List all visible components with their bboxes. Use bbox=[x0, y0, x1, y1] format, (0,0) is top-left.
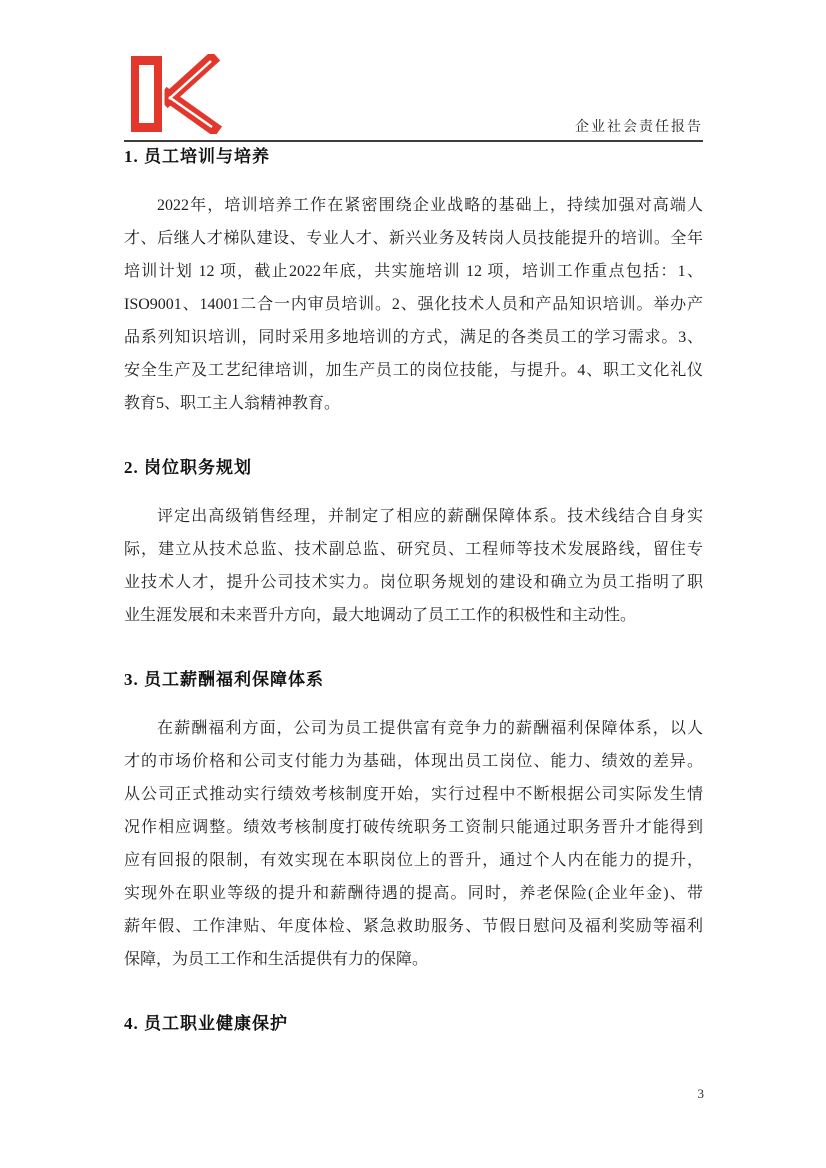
document-content bbox=[124, 140, 703, 1056]
paragraph bbox=[124, 712, 703, 976]
report-title: 企业社会责任报告 bbox=[575, 120, 703, 135]
section-heading: 3. 员工薪酬福利保障体系 bbox=[124, 670, 324, 689]
paragraph-line: 教育5、职工主人翁精神教育。 bbox=[124, 395, 341, 412]
paragraph-line: 培训计划 12 项，截止2022年底，共实施培训 12 项，培训工作重点包括：1、 bbox=[124, 263, 703, 280]
paragraph-line: 保障，为员工工作和生活提供有力的保障。 bbox=[124, 951, 429, 968]
paragraph-line: 薪年假、工作津贴、年度体检、紧急救助服务、节假日慰问及福利奖励等福利 bbox=[124, 918, 703, 935]
paragraph-line: ISO9001、14001二合一内审员培训。2、强化技术人员和产品知识培训。举办产 bbox=[124, 296, 703, 313]
k-lower-arm-stripe bbox=[169, 97, 212, 127]
k-logo-icon bbox=[129, 54, 224, 134]
paragraph-line: 安全生产及工艺纪律培训，加生产员工的岗位技能，与提升。4、职工文化礼仪 bbox=[124, 362, 703, 379]
section-training bbox=[124, 145, 703, 420]
company-logo bbox=[129, 54, 224, 134]
section-heading: 2. 岗位职务规划 bbox=[124, 458, 252, 477]
section-position-planning bbox=[124, 456, 703, 632]
paragraph-line: 业生涯发展和未来晋升方向，最大地调动了员工工作的积极性和主动性。 bbox=[124, 607, 637, 624]
paragraph bbox=[124, 500, 703, 632]
k-gap bbox=[162, 56, 165, 132]
paragraph bbox=[124, 189, 703, 420]
section-occupational-health bbox=[124, 1012, 703, 1036]
paragraph-line: 才、后继人才梯队建设、专业人才、新兴业务及转岗人员技能提升的培训。全年 bbox=[124, 230, 703, 247]
paragraph-line: 应有回报的限制，有效实现在本职岗位上的晋升，通过个人内在能力的提升， bbox=[124, 852, 703, 869]
paragraph-line: 2022年，培训培养工作在紧密围绕企业战略的基础上，持续加强对高端人 bbox=[157, 197, 703, 214]
k-upper-arm-stripe bbox=[169, 61, 211, 99]
paragraph-line: 际，建立从技术总监、技术副总监、研究员、工程师等技术发展路线，留住专 bbox=[124, 541, 703, 558]
paragraph-line: 实现外在职业等级的提升和薪酬待遇的提高。同时，养老保险(企业年金)、带 bbox=[124, 885, 703, 902]
paragraph-line: 才的市场价格和公司支付能力为基础，体现出员工岗位、能力、绩效的差异。 bbox=[124, 753, 703, 770]
section-compensation-welfare bbox=[124, 668, 703, 976]
section-heading: 1. 员工培训与培养 bbox=[124, 147, 270, 166]
paragraph-line: 业技术人才，提升公司技术实力。岗位职务规划的建设和确立为员工指明了职 bbox=[124, 574, 703, 591]
page-number: 3 bbox=[697, 1086, 704, 1101]
section-heading: 4. 员工职业健康保护 bbox=[124, 1014, 288, 1033]
paragraph-line: 在薪酬福利方面，公司为员工提供富有竞争力的薪酬福利保障体系，以人 bbox=[157, 720, 703, 737]
paragraph-line: 从公司正式推动实行绩效考核制度开始，实行过程中不断根据公司实际发生情 bbox=[124, 786, 703, 803]
paragraph-line: 品系列知识培训，同时采用多地培训的方式，满足的各类员工的学习需求。3、 bbox=[124, 329, 703, 346]
paragraph-line: 况作相应调整。绩效考核制度打破传统职务工资制只能通过职务晋升才能得到 bbox=[124, 819, 703, 836]
k-bar-inner-slot bbox=[139, 65, 154, 123]
paragraph-line: 评定出高级销售经理，并制定了相应的薪酬保障体系。技术线结合自身实 bbox=[157, 508, 703, 525]
